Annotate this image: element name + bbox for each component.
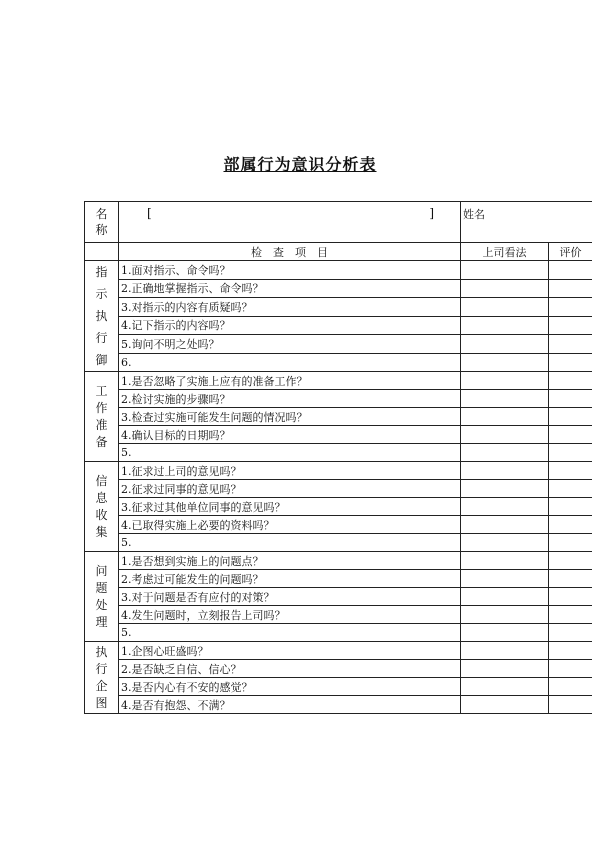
boss-opinion-cell[interactable]	[461, 678, 549, 696]
analysis-table-wrapper	[84, 201, 592, 726]
table-row	[85, 353, 593, 372]
category-label-char: 问	[95, 563, 108, 578]
table-row	[85, 606, 593, 624]
category-label-char: 收	[95, 507, 108, 522]
check-item: 5.询问不明之处吗？	[119, 335, 461, 354]
evaluation-cell[interactable]	[549, 279, 593, 298]
person-label: 姓名	[463, 208, 485, 221]
table-row	[85, 696, 593, 714]
evaluation-cell[interactable]	[549, 534, 593, 552]
evaluation-cell[interactable]	[549, 298, 593, 317]
evaluation-cell[interactable]	[549, 372, 593, 390]
evaluation-cell[interactable]	[549, 516, 593, 534]
evaluation-cell[interactable]	[549, 570, 593, 588]
page-title: 部属行为意识分析表	[223, 155, 377, 174]
evaluation-cell[interactable]	[549, 390, 593, 408]
evaluation-cell[interactable]	[549, 261, 593, 280]
evaluation-cell[interactable]	[549, 426, 593, 444]
check-item: 4.确认目标的日期吗？	[119, 426, 461, 444]
evaluation-cell[interactable]	[549, 624, 593, 642]
check-item: 2.正确地掌握指示、命令吗？	[119, 279, 461, 298]
category-cell	[85, 462, 119, 552]
table-row	[85, 390, 593, 408]
category-label-char: 御	[95, 353, 108, 367]
check-item: 5.	[119, 534, 461, 552]
check-item: 1.是否忽略了实施上应有的准备工作？	[119, 372, 461, 390]
boss-opinion-cell[interactable]	[461, 534, 549, 552]
check-item: 4.已取得实施上必要的资料吗？	[119, 516, 461, 534]
boss-opinion-cell[interactable]	[461, 408, 549, 426]
boss-opinion-cell[interactable]	[461, 480, 549, 498]
boss-opinion-cell[interactable]	[461, 660, 549, 678]
boss-opinion-cell[interactable]	[461, 390, 549, 408]
check-item: 3.对指示的内容有质疑吗？	[119, 298, 461, 317]
check-item: 5.	[119, 624, 461, 642]
check-item: 3.对于问题是否有应付的对策？	[119, 588, 461, 606]
name-label-char: 名	[95, 207, 108, 221]
category-label-char: 企	[95, 678, 108, 693]
boss-opinion-cell[interactable]	[461, 261, 549, 280]
boss-opinion-cell[interactable]	[461, 353, 549, 372]
boss-opinion-cell[interactable]	[461, 516, 549, 534]
table-row	[85, 279, 593, 298]
header-row	[85, 243, 593, 261]
check-item: 2.考虑过可能发生的问题吗？	[119, 570, 461, 588]
evaluation-cell[interactable]	[549, 335, 593, 354]
category-cell	[85, 372, 119, 462]
table-row	[85, 678, 593, 696]
boss-opinion-cell[interactable]	[461, 498, 549, 516]
evaluation-cell[interactable]	[549, 353, 593, 372]
table-row	[85, 426, 593, 444]
table-row	[85, 480, 593, 498]
check-item: 3.检查过实施可能发生问题的情况吗？	[119, 408, 461, 426]
table-row	[85, 462, 593, 480]
check-item: 3.征求过其他单位同事的意见吗？	[119, 498, 461, 516]
check-item: 6.	[119, 353, 461, 372]
table-row	[85, 372, 593, 390]
evaluation-cell[interactable]	[549, 316, 593, 335]
check-item: 1.面对指示、命令吗？	[119, 261, 461, 280]
check-item: 2.征求过同事的意见吗？	[119, 480, 461, 498]
boss-opinion-cell[interactable]	[461, 624, 549, 642]
table-row	[85, 444, 593, 462]
evaluation-cell[interactable]	[549, 498, 593, 516]
table-row	[85, 624, 593, 642]
boss-opinion-cell[interactable]	[461, 570, 549, 588]
category-label-char: 准	[95, 417, 108, 432]
boss-opinion-cell[interactable]	[461, 588, 549, 606]
category-label-char: 息	[95, 490, 108, 505]
category-label-char: 作	[95, 400, 108, 415]
evaluation-cell[interactable]	[549, 642, 593, 660]
check-item: 1.是否想到实施上的问题点？	[119, 552, 461, 570]
name-label-cell	[85, 202, 119, 243]
evaluation-cell[interactable]	[549, 606, 593, 624]
table-row	[85, 534, 593, 552]
header-eval: 评价	[549, 243, 593, 261]
boss-opinion-cell[interactable]	[461, 552, 549, 570]
bracket-open: [	[147, 206, 152, 220]
check-item: 4.记下指示的内容吗？	[119, 316, 461, 335]
category-label-char: 图	[95, 695, 108, 710]
header-boss: 上司看法	[461, 243, 549, 261]
evaluation-cell[interactable]	[549, 696, 593, 714]
table-row	[85, 298, 593, 317]
evaluation-cell[interactable]	[549, 552, 593, 570]
boss-opinion-cell[interactable]	[461, 696, 549, 714]
evaluation-cell[interactable]	[549, 444, 593, 462]
check-item: 1.企图心旺盛吗？	[119, 642, 461, 660]
category-cell	[85, 261, 119, 372]
table-row	[85, 316, 593, 335]
table-row	[85, 335, 593, 354]
analysis-table	[84, 201, 592, 714]
boss-opinion-cell[interactable]	[461, 316, 549, 335]
boss-opinion-cell[interactable]	[461, 298, 549, 317]
name-field[interactable]	[119, 202, 461, 243]
boss-opinion-cell[interactable]	[461, 426, 549, 444]
table-row	[85, 660, 593, 678]
category-label-char: 指	[95, 265, 108, 279]
evaluation-cell[interactable]	[549, 588, 593, 606]
check-item: 4.是否有抱怨、不满？	[119, 696, 461, 714]
boss-opinion-cell[interactable]	[461, 642, 549, 660]
name-row	[85, 202, 593, 243]
check-item: 5.	[119, 444, 461, 462]
name-label-char: 称	[95, 223, 108, 237]
boss-opinion-cell[interactable]	[461, 335, 549, 354]
table-row	[85, 408, 593, 426]
category-label-char: 理	[95, 614, 108, 629]
boss-opinion-cell[interactable]	[461, 372, 549, 390]
boss-opinion-cell[interactable]	[461, 606, 549, 624]
category-label-char: 备	[95, 434, 108, 449]
category-label-char: 信	[95, 473, 108, 488]
evaluation-cell[interactable]	[549, 678, 593, 696]
category-label-char: 行	[95, 331, 108, 345]
category-cell	[85, 642, 119, 714]
check-item: 4.发生问题时，立刻报告上司吗？	[119, 606, 461, 624]
boss-opinion-cell[interactable]	[461, 279, 549, 298]
category-label-char: 工	[95, 383, 108, 398]
table-row	[85, 588, 593, 606]
header-item: 检 查 项 目	[119, 243, 461, 261]
table-row	[85, 642, 593, 660]
table-row	[85, 498, 593, 516]
check-item: 2.是否缺乏自信、信心？	[119, 660, 461, 678]
table-row	[85, 261, 593, 280]
check-item: 1.征求过上司的意见吗？	[119, 462, 461, 480]
table-row	[85, 570, 593, 588]
boss-opinion-cell[interactable]	[461, 444, 549, 462]
evaluation-cell[interactable]	[549, 660, 593, 678]
category-label-char: 处	[95, 597, 108, 612]
person-name-field[interactable]	[461, 202, 593, 243]
table-row	[85, 516, 593, 534]
category-label-char: 题	[95, 580, 108, 595]
bracket-close: ]	[429, 206, 434, 220]
header-blank	[85, 243, 119, 261]
category-label-char: 示	[95, 287, 108, 301]
evaluation-cell[interactable]	[549, 462, 593, 480]
evaluation-cell[interactable]	[549, 408, 593, 426]
boss-opinion-cell[interactable]	[461, 462, 549, 480]
category-label-char: 执	[95, 644, 108, 659]
category-label-char: 集	[95, 524, 108, 539]
category-label-char: 执	[95, 309, 108, 323]
check-item: 2.检讨实施的步骤吗？	[119, 390, 461, 408]
category-label-char: 行	[95, 661, 108, 676]
evaluation-cell[interactable]	[549, 480, 593, 498]
category-cell	[85, 552, 119, 642]
table-row	[85, 552, 593, 570]
check-item: 3.是否内心有不安的感觉？	[119, 678, 461, 696]
